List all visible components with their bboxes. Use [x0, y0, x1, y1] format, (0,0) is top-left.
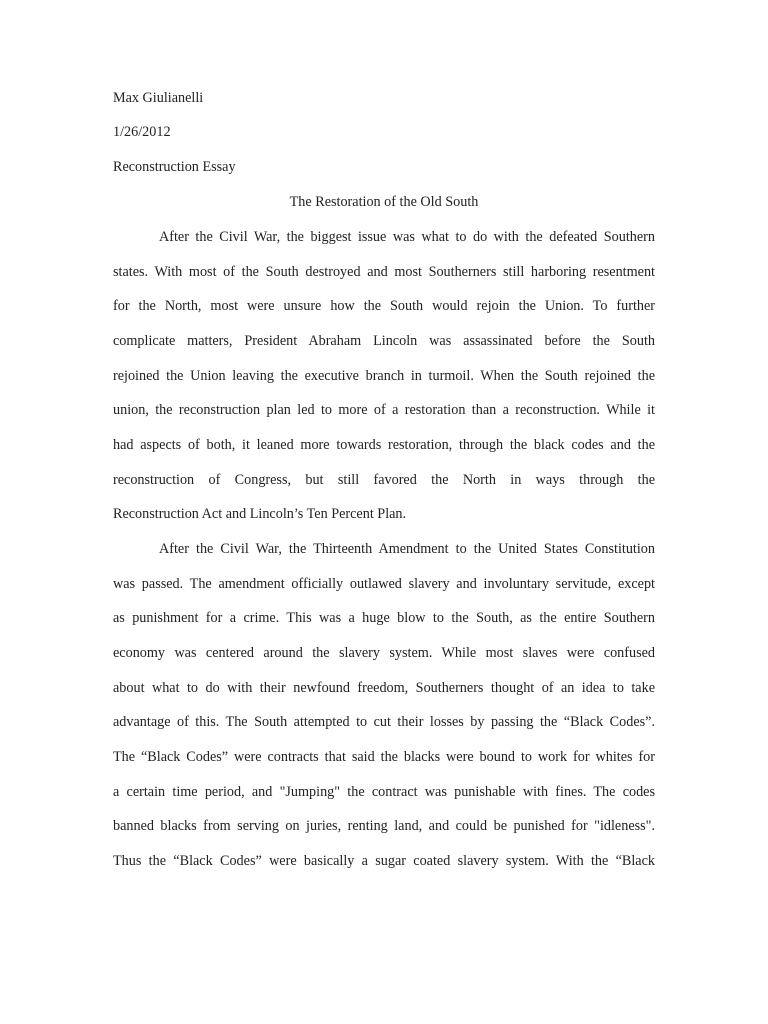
paragraph-line: economy was centered around the slavery system. While most slaves were confused: [113, 645, 655, 661]
paragraph-line: a certain time period, and "Jumping" the contract was punishable with fines. The codes: [113, 784, 655, 800]
paragraph-line: advantage of this. The South attempted to cut their losses by passing the “Black Codes”.: [113, 714, 655, 730]
author-name: Max Giulianelli: [113, 90, 204, 106]
paragraph-line: After the Civil War, the Thirteenth Amendment to the United States Constitution: [159, 541, 655, 557]
paragraph-line: After the Civil War, the biggest issue was what to do with the defeated Southern: [159, 229, 655, 245]
essay-title: The Restoration of the Old South: [289, 194, 479, 210]
paragraph-line: The “Black Codes” were contracts that said the blacks were bound to work for whites for: [113, 749, 655, 765]
course-title: Reconstruction Essay: [113, 159, 236, 175]
paragraph-line: was passed. The amendment officially outlawed slavery and involuntary servitude, except: [113, 576, 655, 592]
paragraph-line: states. With most of the South destroyed and most Southerners still harboring resentment: [113, 264, 655, 280]
paragraph-line: as punishment for a crime. This was a huge blow to the South, as the entire Southern: [113, 610, 655, 626]
paragraph-line: union, the reconstruction plan led to more of a restoration than a reconstruction. While it: [113, 402, 655, 418]
paragraph-line: Thus the “Black Codes” were basically a sugar coated slavery system. With the “Black: [113, 853, 655, 869]
paragraph-line: banned blacks from serving on juries, renting land, and could be punished for "idleness".: [113, 818, 655, 834]
paragraph-line: rejoined the Union leaving the executive branch in turmoil. When the South rejoined the: [113, 368, 655, 384]
paragraph-line: for the North, most were unsure how the South would rejoin the Union. To further: [113, 298, 655, 314]
paragraph-line: about what to do with their newfound freedom, Southerners thought of an idea to take: [113, 680, 655, 696]
paragraph-line: complicate matters, President Abraham Lincoln was assassinated before the South: [113, 333, 655, 349]
paragraph-line: reconstruction of Congress, but still favored the North in ways through the: [113, 472, 655, 488]
paragraph-line: had aspects of both, it leaned more towards restoration, through the black codes and the: [113, 437, 655, 453]
essay-date: 1/26/2012: [113, 124, 171, 140]
paragraph-line: Reconstruction Act and Lincoln’s Ten Percent Plan.: [113, 506, 407, 522]
